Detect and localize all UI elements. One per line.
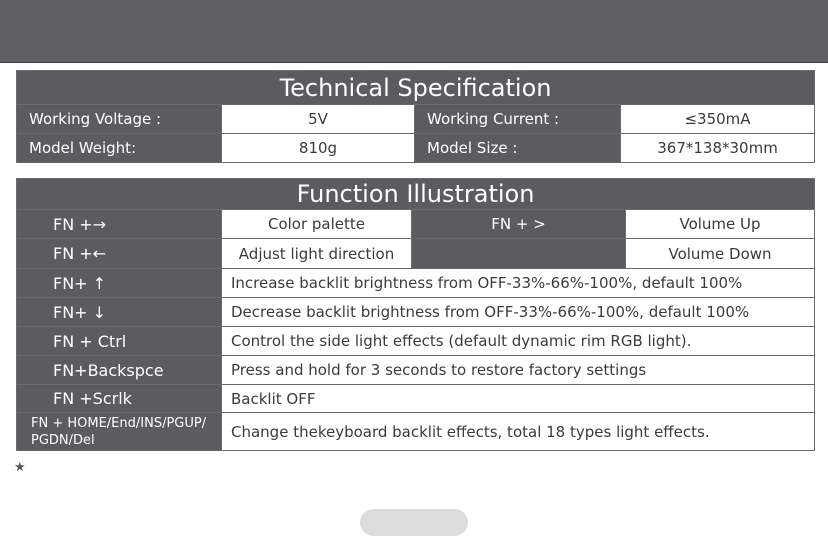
star-icon: ★ [14, 460, 26, 475]
function-key: FN +→ [17, 210, 222, 239]
function-desc: Increase backlit brightness from OFF-33%-66%-100%, default 100% [222, 269, 815, 298]
function-desc: Change thekeyboard backlit effects, total 18 types light effects. [222, 413, 815, 451]
table-row [17, 327, 815, 356]
function-desc-secondary: Volume Up [626, 210, 815, 239]
table-row [17, 239, 815, 269]
function-key: FN + Ctrl [17, 327, 222, 356]
table-row [17, 356, 815, 385]
page-indicator-pill [360, 509, 468, 536]
working-voltage-label: Working Voltage : [17, 105, 222, 134]
model-size-label: Model Size : [415, 134, 621, 163]
technical-specification-table [16, 70, 815, 163]
function-key: FN+Backspce [17, 356, 222, 385]
function-desc: Backlit OFF [222, 385, 815, 413]
model-size-value: 367*138*30mm [621, 134, 815, 163]
function-title: Function Illustration [17, 179, 815, 210]
spec-title: Technical Specification [17, 71, 815, 105]
function-key-secondary: FN + > [412, 210, 626, 239]
table-row [17, 385, 815, 413]
model-weight-value: 810g [222, 134, 415, 163]
function-desc: Control the side light effects (default dynamic rim RGB light). [222, 327, 815, 356]
function-illustration-table [16, 178, 815, 451]
top-banner [0, 0, 828, 63]
function-key: FN +Scrlk [17, 385, 222, 413]
function-desc: Color palette [222, 210, 412, 239]
function-key: FN +← [17, 239, 222, 269]
function-key: FN+ ↓ [17, 298, 222, 327]
function-key: FN + HOME/End/INS/PGUP/ PGDN/Del [17, 413, 222, 451]
table-row [17, 210, 815, 239]
working-current-label: Working Current : [415, 105, 621, 134]
working-voltage-value: 5V [222, 105, 415, 134]
table-row [17, 298, 815, 327]
function-key-secondary [412, 239, 626, 269]
table-row [17, 413, 815, 451]
function-desc: Decrease backlit brightness from OFF-33%-66%-100%, default 100% [222, 298, 815, 327]
function-desc-secondary: Volume Down [626, 239, 815, 269]
model-weight-label: Model Weight: [17, 134, 222, 163]
table-row [17, 269, 815, 298]
function-desc: Press and hold for 3 seconds to restore factory settings [222, 356, 815, 385]
function-desc: Adjust light direction [222, 239, 412, 269]
working-current-value: ≤350mA [621, 105, 815, 134]
function-key: FN+ ↑ [17, 269, 222, 298]
